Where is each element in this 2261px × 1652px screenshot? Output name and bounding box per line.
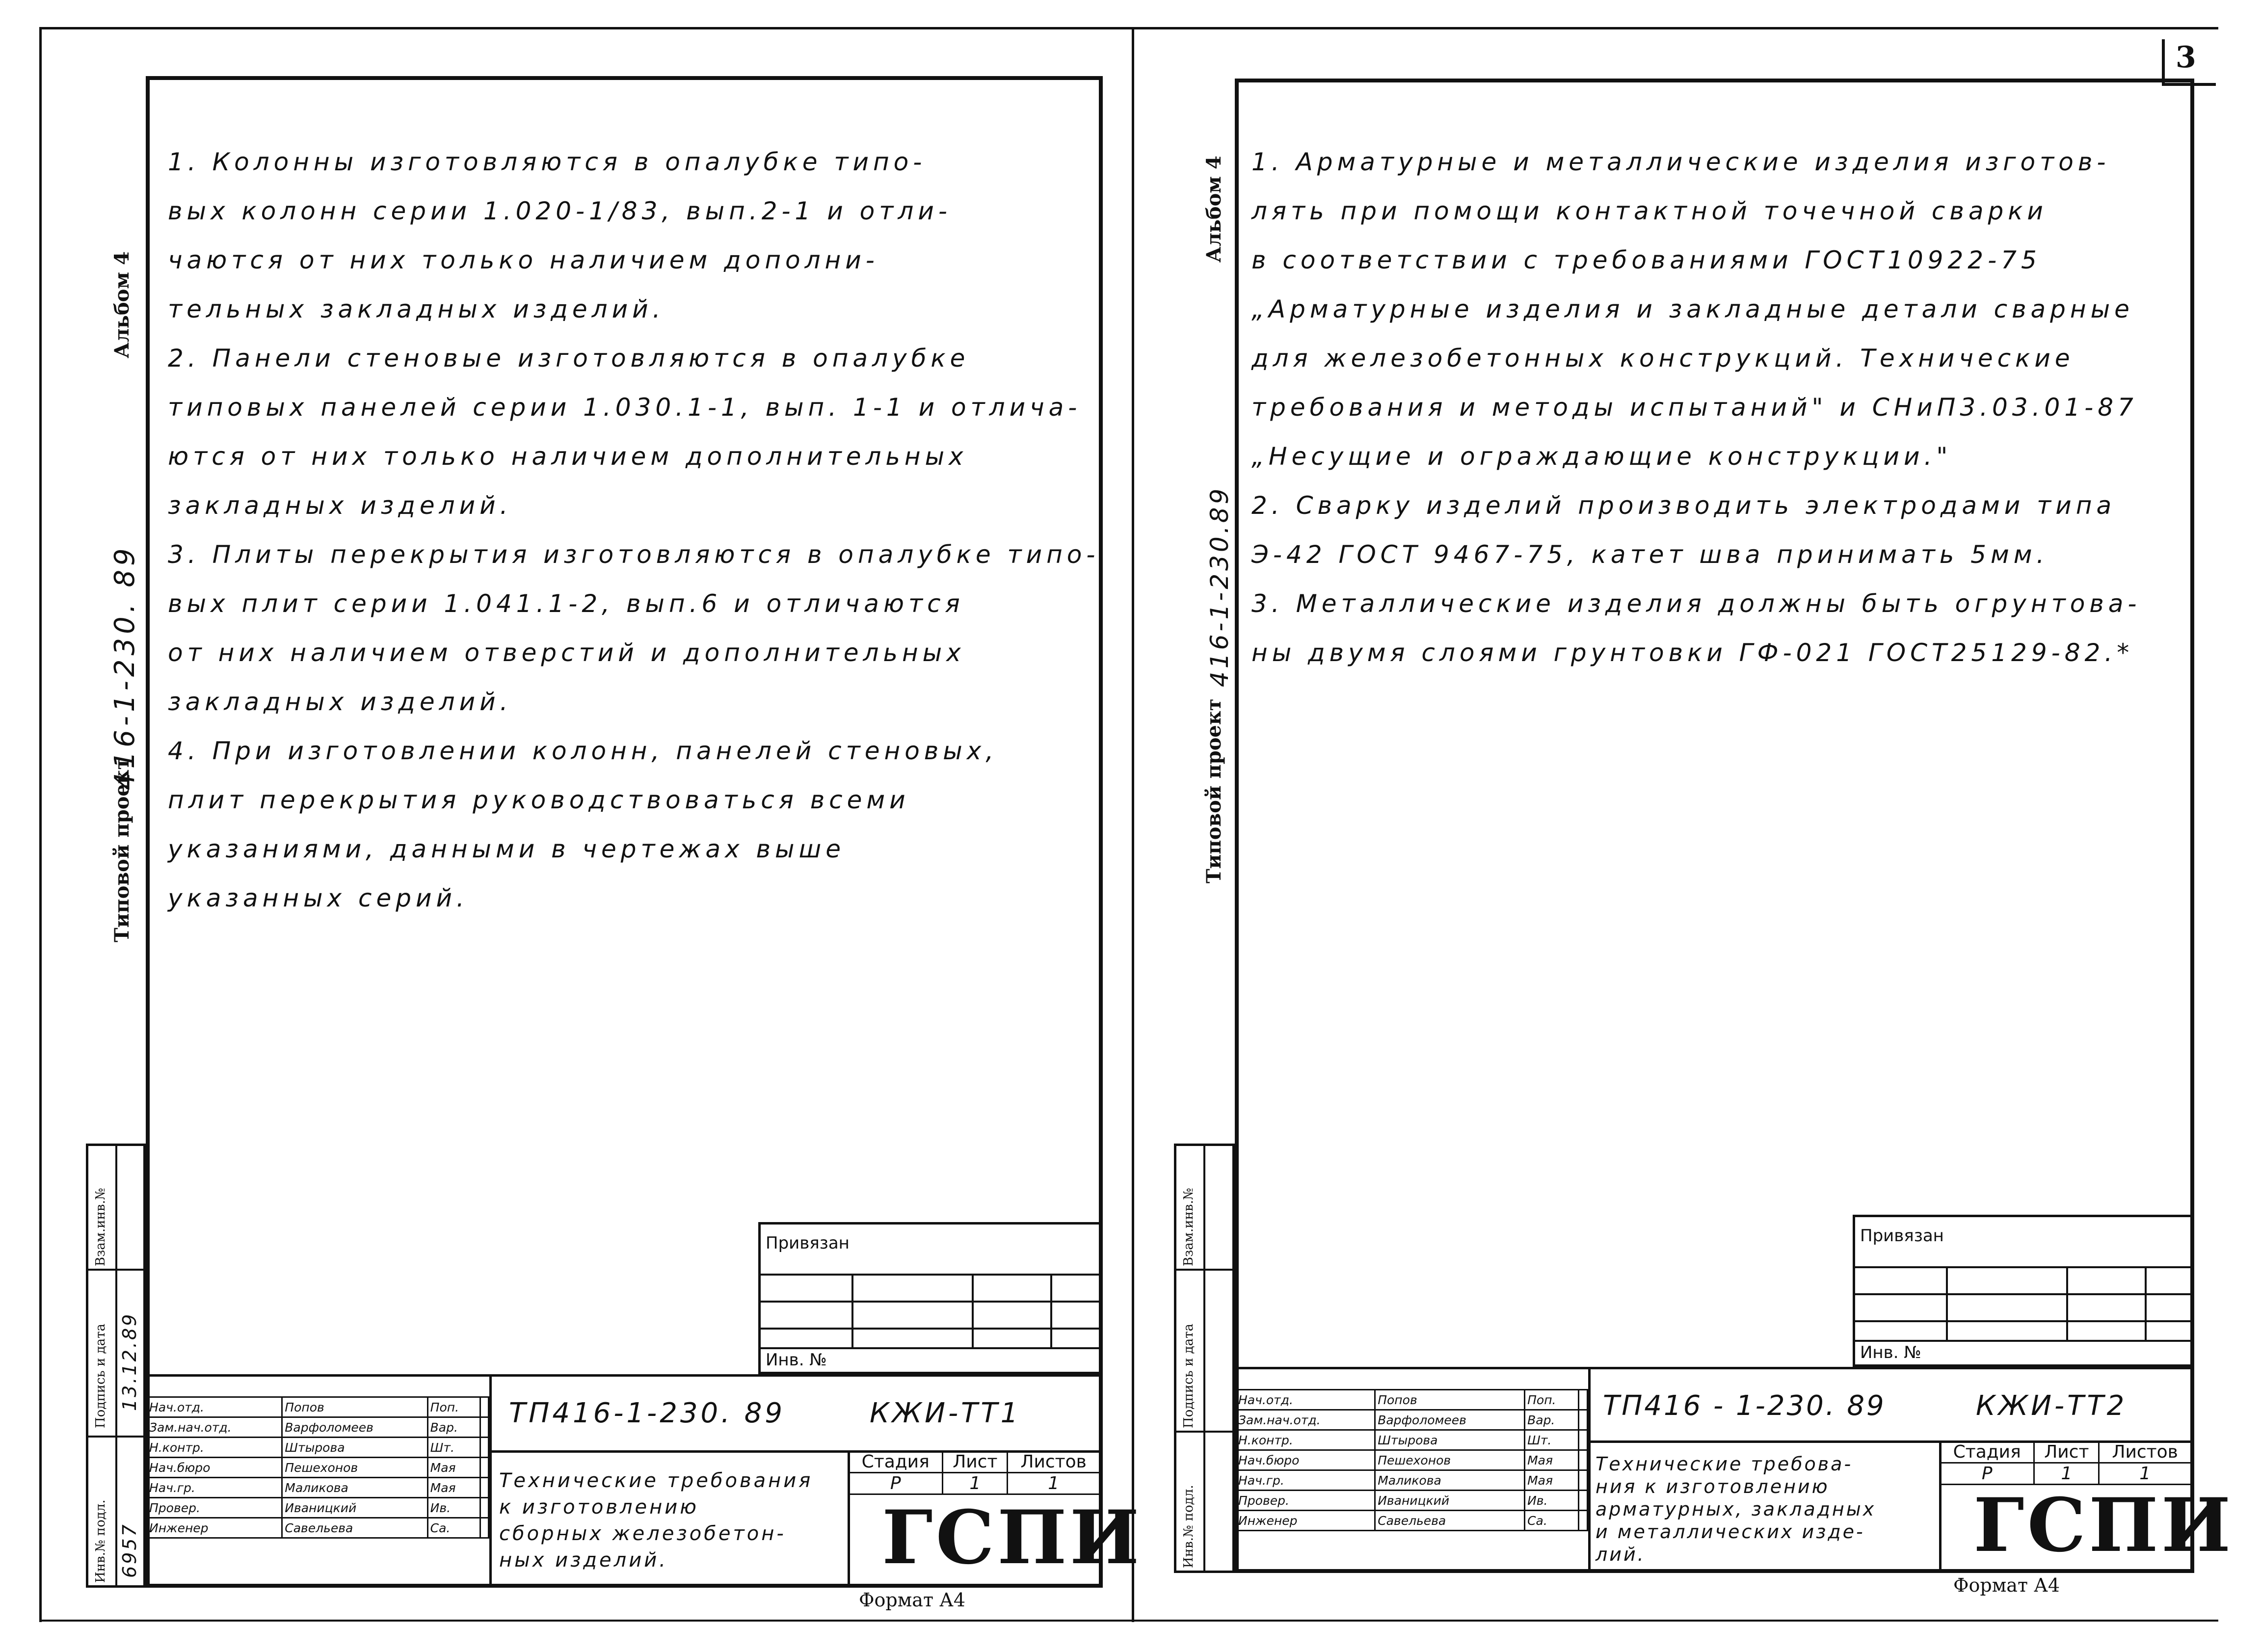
right-text-line: „Арматурные изделия и закладные детали сварные [1251, 295, 2134, 323]
left-privyazan-label: Привязан [766, 1233, 850, 1253]
left-text-line: 2. Панели стеновые изготовляются в опалубке [168, 344, 970, 373]
left-project-label: Типовой проект [110, 757, 133, 942]
right-vzam-label: Взам.инв.№ [1181, 1188, 1196, 1266]
left-text-line: закладных изделий. [168, 688, 512, 716]
left-text-line: 1. Колонны изготовляются в опалубке типо- [168, 148, 927, 176]
right-stage-table: Стадия Лист Листов Р 1 1 [1939, 1440, 2192, 1485]
left-text-line: типовых панелей серии 1.030.1-1, вып. 1-1 и отлича- [168, 393, 1082, 422]
left-text-line: указанных серий. [168, 884, 469, 912]
left-org-name: ГСПИ [882, 1494, 1143, 1581]
left-text-line: 3. Плиты перекрытия изготовляются в опалубке типо- [168, 540, 1100, 569]
right-project-label: Типовой проект [1202, 698, 1225, 883]
table-row: Нач.гр. Маликова Мая [1236, 1470, 1588, 1491]
right-privyazan-box [1853, 1215, 2194, 1367]
table-row: Нач.гр. Маликова Мая [147, 1478, 489, 1498]
right-text-line: ны двумя слоями грунтовки ГФ-021 ГОСТ25129-82.* [1251, 639, 2134, 667]
right-text-line: для железобетонных конструкций. Технические [1251, 344, 2075, 373]
left-text-line: указаниями, данными в чертежах выше [168, 835, 846, 863]
left-text-line: вых плит серии 1.041.1-2, вып.6 и отличаются [168, 589, 964, 618]
left-album-label: Альбом 4 [110, 251, 133, 358]
right-album-label: Альбом 4 [1202, 156, 1225, 263]
left-inv-label: Инв. № [766, 1350, 827, 1370]
table-row: Нач.отд. Попов Поп. [1236, 1390, 1588, 1410]
right-title-block [1235, 1367, 2234, 1575]
right-invpodl-label: Инв.№ подл. [1181, 1485, 1196, 1568]
left-vzam-label: Взам.инв.№ [93, 1188, 108, 1266]
left-text-line: чаются от них только наличием дополни- [168, 246, 879, 274]
left-text-line: от них наличием отверстий и дополнительных [168, 639, 965, 667]
left-text-line: 4. При изготовлении колонн, панелей стеновых, [168, 737, 998, 765]
right-text-line: „Несущие и ограждающие конструкции." [1251, 442, 1952, 471]
page-number: 3 [2176, 40, 2196, 75]
left-inv-handwritten: 6957 [119, 1522, 140, 1578]
table-row: Зам.нач.отд. Варфоломеев Вар. [1236, 1410, 1588, 1430]
right-sheet-code: КЖИ-ТТ2 [1976, 1390, 2128, 1422]
right-margin-stamp [1174, 1144, 1235, 1573]
right-inv-label: Инв. № [1860, 1343, 1921, 1362]
table-row: Нач.отд. Попов Поп. [147, 1397, 489, 1417]
table-row: Нач.бюро Пешехонов Мая [147, 1458, 489, 1478]
table-row: Инженер Савельева Са. [147, 1518, 489, 1538]
outer-top-border [39, 27, 2218, 29]
right-doc-title: Технические требова- ния к изготовлению арматурных, закладных и металлических изде- лий. [1596, 1453, 1876, 1565]
table-row: Зам.нач.отд. Варфоломеев Вар. [147, 1417, 489, 1438]
right-privyazan-label: Привязан [1860, 1226, 1944, 1246]
right-org-name: ГСПИ [1973, 1482, 2234, 1569]
left-signature-table [146, 1396, 489, 1539]
left-privyazan-box [758, 1222, 1103, 1374]
left-date-handwritten: 13.12.89 [119, 1312, 140, 1411]
right-text-line: 3. Металлические изделия должны быть огрунтова- [1251, 589, 2141, 618]
left-stage-table: Стадия Лист Листов Р 1 1 [848, 1450, 1100, 1495]
table-row: Нач.бюро Пешехонов Мая [1236, 1450, 1588, 1470]
right-signature-table [1235, 1389, 1588, 1531]
right-podpis-label: Подпись и дата [1181, 1324, 1196, 1428]
left-text-line: плит перекрытия руководствоваться всеми [168, 786, 910, 814]
right-text-line: в соответствии с требованиями ГОСТ10922-75 [1251, 246, 2041, 274]
outer-left-border [39, 27, 42, 1622]
left-text-line: вых колонн серии 1.020-1/83, вып.2-1 и отли- [168, 197, 952, 225]
right-text-line: лять при помощи контактной точечной сварки [1251, 197, 2048, 225]
outer-bottom-border [39, 1620, 2218, 1622]
left-margin-stamp [86, 1144, 146, 1588]
center-divider [1132, 27, 1134, 1622]
table-row: Н.контр. Штырова Шт. [147, 1438, 489, 1458]
left-doc-title: Технические требования к изготовлению сборных железобетон- ных изделий. [499, 1469, 813, 1572]
right-text-line: требования и методы испытаний" и СНиП3.03.01-87 [1251, 393, 2138, 422]
right-text-line: Э-42 ГОСТ 9467-75, катет шва принимать 5мм. [1251, 540, 2049, 569]
right-format-label: Формат А4 [1953, 1574, 2060, 1596]
left-text-line: закладных изделий. [168, 491, 512, 520]
left-text-line: тельных закладных изделий. [168, 295, 665, 323]
right-body-text [1251, 137, 2141, 677]
left-project-code: 416-1-230. 89 [109, 544, 141, 790]
right-project-code: 416-1-230.89 [1205, 485, 1234, 687]
table-row: Н.контр. Штырова Шт. [1236, 1430, 1588, 1450]
table-row: Провер. Иваницкий Ив. [147, 1498, 489, 1518]
left-body-text [168, 137, 1099, 923]
right-text-line: 2. Сварку изделий производить электродами типа [1251, 491, 2116, 520]
left-title-block [146, 1374, 1143, 1590]
right-text-line: 1. Арматурные и металлические изделия изготов- [1251, 148, 2110, 176]
left-podpis-label: Подпись и дата [93, 1324, 108, 1428]
right-doc-code: ТП416 - 1-230. 89 [1603, 1390, 1886, 1422]
left-text-line: ются от них только наличием дополнительных [168, 442, 968, 471]
table-row: Инженер Савельева Са. [1236, 1511, 1588, 1531]
left-sheet-code: КЖИ-ТТ1 [870, 1397, 1021, 1429]
table-row: Провер. Иваницкий Ив. [1236, 1491, 1588, 1511]
left-format-label: Формат А4 [859, 1589, 966, 1611]
left-doc-code: ТП416-1-230. 89 [509, 1397, 785, 1429]
left-invpodl-label: Инв.№ подл. [93, 1499, 108, 1583]
